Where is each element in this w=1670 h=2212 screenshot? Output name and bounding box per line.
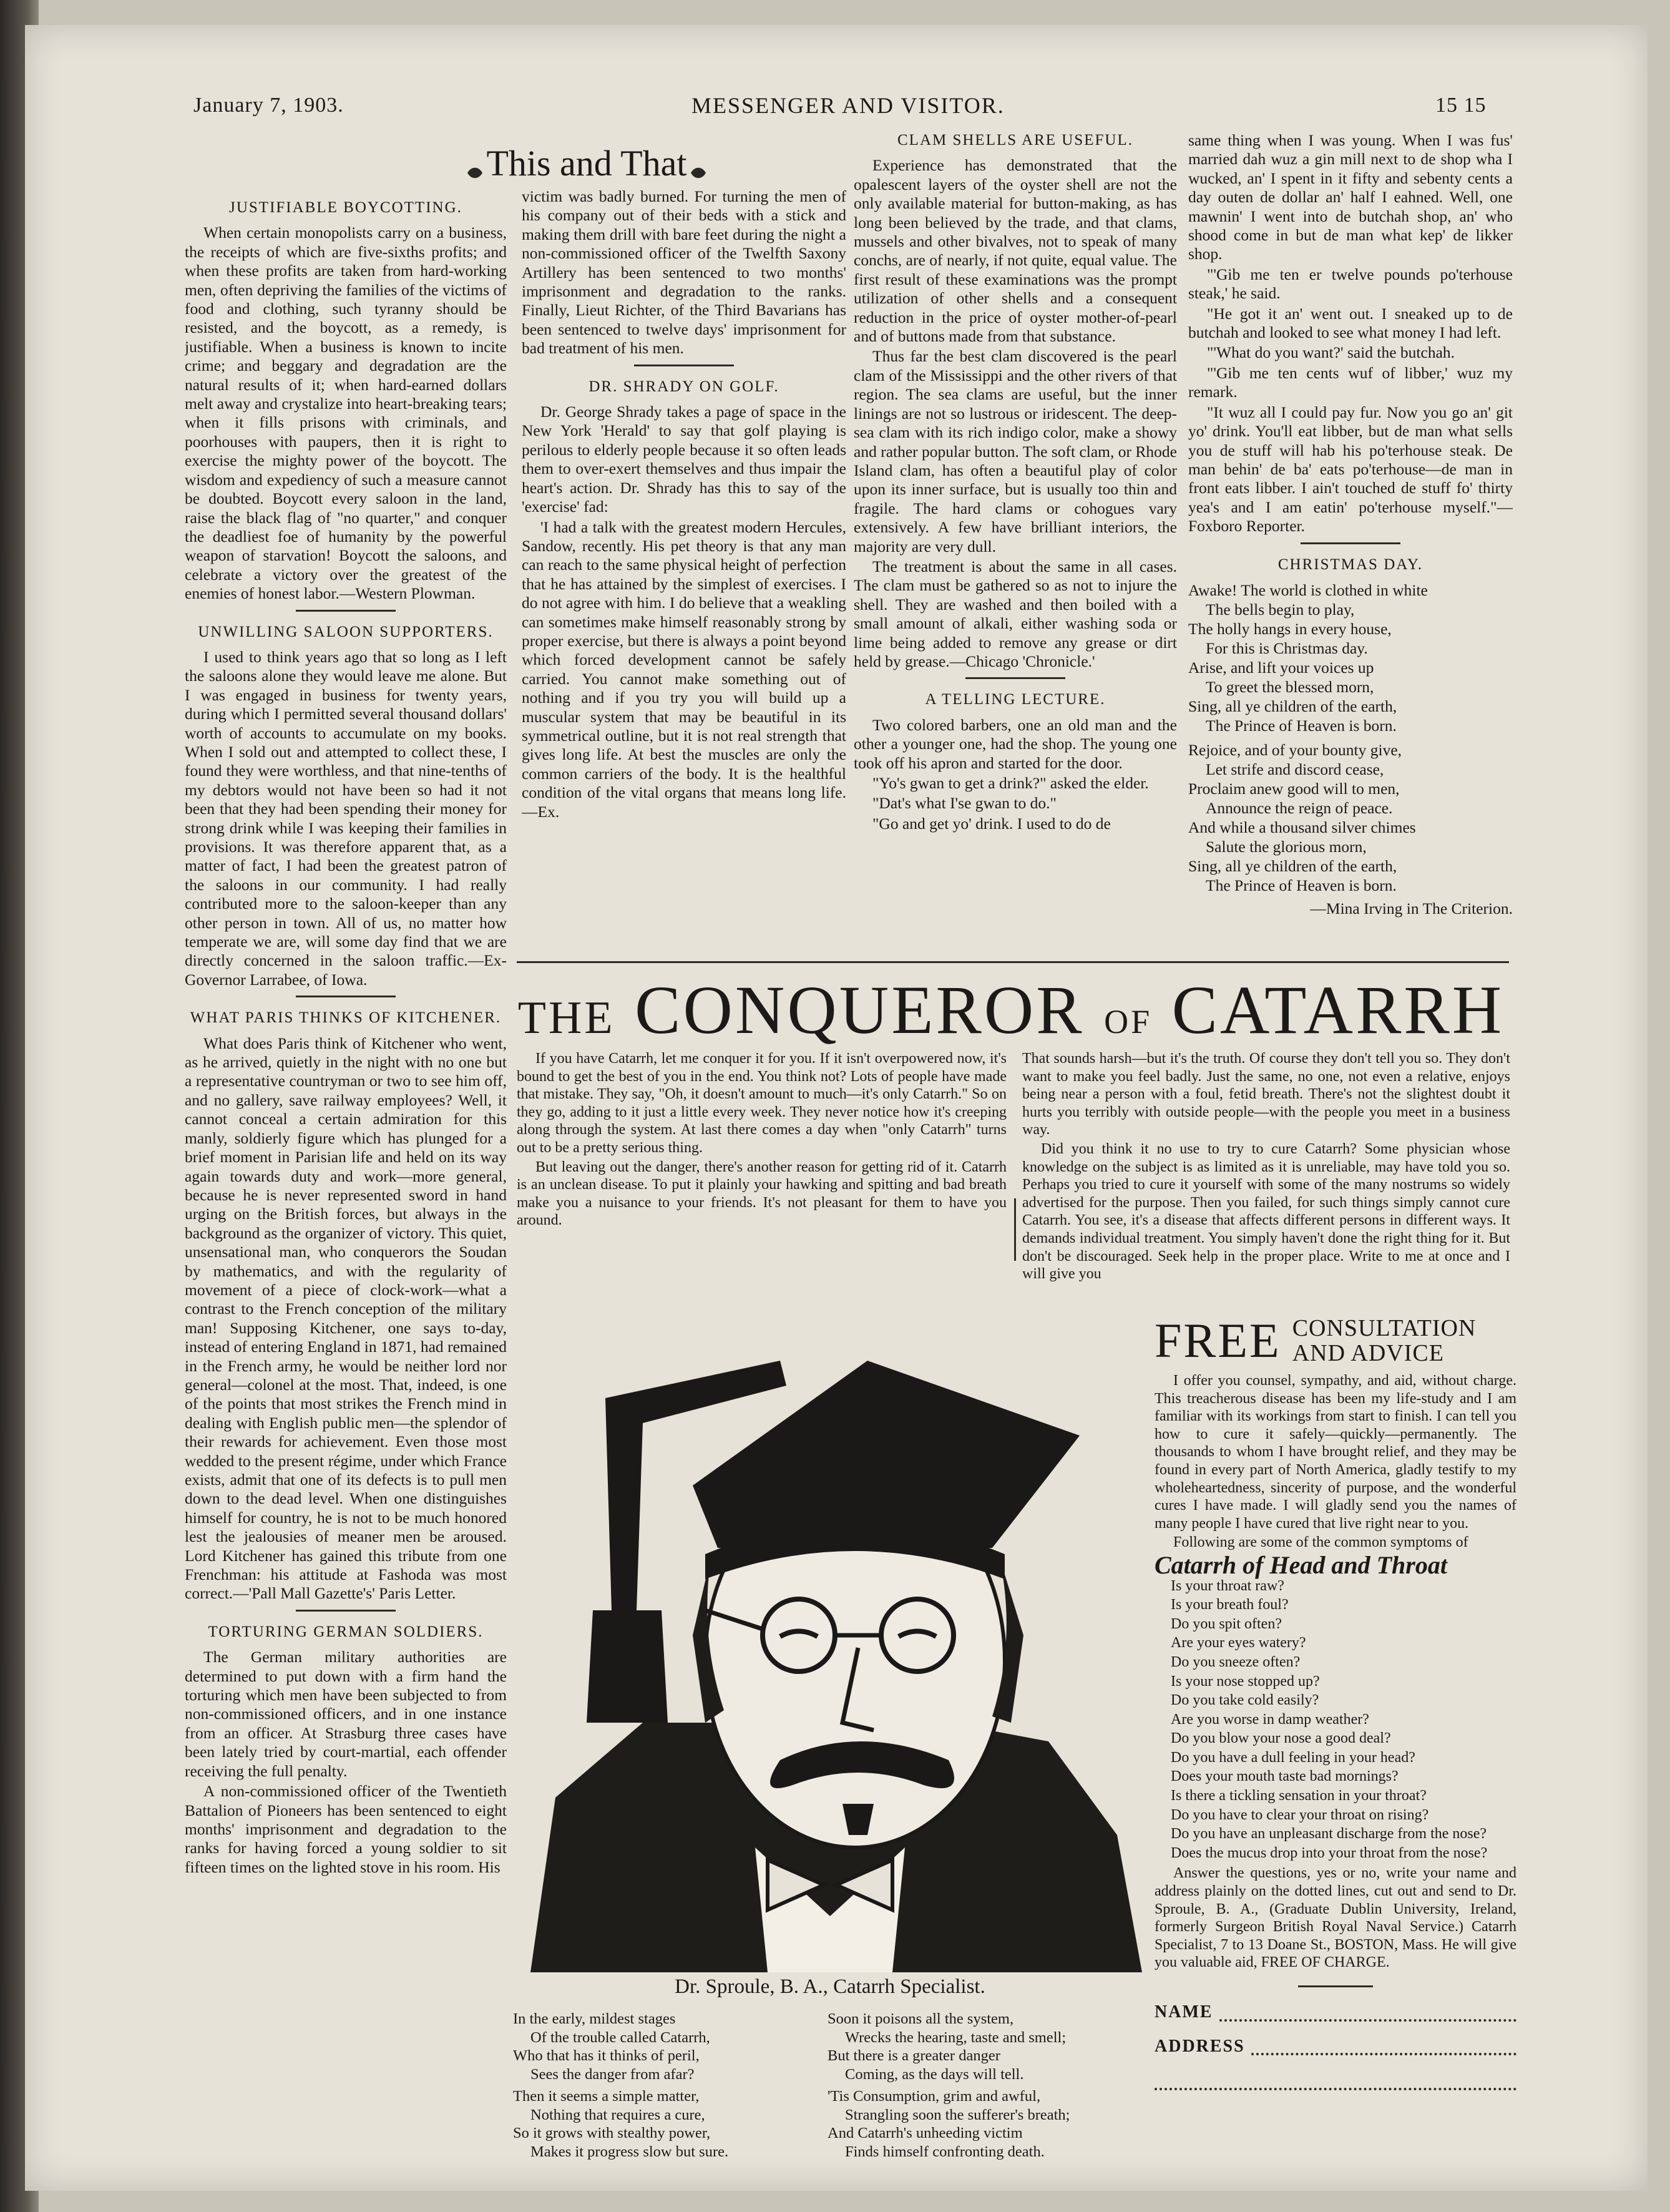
- poem-line: Coming, as the days will tell.: [845, 2065, 1024, 2083]
- poem-line: So it grows with stealthy power,: [513, 2125, 711, 2141]
- section-title-block: [312, 142, 861, 184]
- symptom-item: Do you have a dull feeling in your head?: [1171, 1749, 1415, 1766]
- poem-line: Salute the glorious morn,: [1206, 837, 1367, 856]
- poem-line: Sees the danger from afar?: [530, 2065, 695, 2083]
- poem-line: To greet the blessed morn,: [1206, 677, 1374, 696]
- consultation-label: [1292, 1316, 1477, 1366]
- symptom-item: Are you worse in damp weather?: [1171, 1711, 1369, 1728]
- address-label: ADDRESS: [1155, 2036, 1245, 2056]
- poem-heading: CHRISTMAS DAY.: [1277, 555, 1423, 573]
- column-3: [854, 131, 1177, 955]
- poem-line: The holly hangs in every house,: [1188, 619, 1392, 638]
- poem-line: Awake! The world is clothed in white: [1188, 580, 1428, 599]
- article-body: "'Gib me ten er twelve pounds po'terhouse steak,' he said.: [1188, 265, 1513, 303]
- symptom-item: Does the mucus drop into your throat from the nose?: [1171, 1844, 1488, 1861]
- poem-line: For this is Christmas day.: [1206, 639, 1368, 657]
- symptoms-heading: Catarrh of Head and Throat: [1155, 1550, 1447, 1579]
- ad-top-rule: [517, 961, 1509, 963]
- poem-line: Strangling soon the sufferer's breath;: [845, 2106, 1070, 2123]
- consultation-line-1: CONSULTATION: [1292, 1315, 1477, 1341]
- poem-line: And Catarrh's unheeding victim: [828, 2125, 1023, 2141]
- issue-date: January 7, 1903.: [193, 94, 344, 117]
- article-body: A non-commissioned officer of the Twentieth Battalion of Pioneers has been sentenced to eight months' imprisonment and degradation to the ranks for having forced a young soldier to sit fifteen times on the lighted stove in his room. His: [185, 1782, 507, 1876]
- article-body: What does Paris think of Kitchener who went, as he arrived, quietly in the night with no one but a representative countryman or two to see him off, and no gallery, save railway employees? Well, it cannot conceal a certain admiration for this manly, soldierly figure which has plunged for a brief moment in Parisian life and held on its way again towards duty and work—more general, because he is never represented sword in hand urging on the British forces, but always in the background as the organizer of victory. This quiet, unsensational man, who conquerors the Soudan by mathematics, and with the regularity of movement of a piece of clock-work—what a contrast to the French conception of the military man! Supposing Kitchener, one says to-day, instead of entering England in 1871, had remained in the French army, he would be neither lord nor general—colonel at the most. That, indeed, is one of the points that most strikes the French mind in dealing with English public men—the splendor of their rewards for achievement. Even those most wedded to the present régime, under which France exists, admit that one of its defects is to pull men down to the dead level. When one distinguishes himself for country, he is not to be much honored lest the jealousies of meaner men be aroused. Lord Kitchener has gained this tribute from one Frenchman: his attitude at Fashoda was most correct.—'Pall Mall Gazette's' Paris Letter.: [185, 1034, 507, 1603]
- ad-offer-text: I offer you counsel, sympathy, and aid, without charge. This treacherous disease has been my life-study and I am familiar with its workings from start to finish. I can tell you how to cure it safely—quickly—permanently. The thousands to whom I have brought relief, and they may be found in every part of North America, gladly testify to my wholeheartedness, sincerity of purpose, and the wonderful cures I have made. I will gladly send you the names of many people I have cured that live right near to you.: [1155, 1373, 1516, 1532]
- poem-line: Let strife and discord cease,: [1206, 760, 1384, 778]
- address-field[interactable]: [1251, 2039, 1516, 2055]
- divider: [296, 610, 396, 612]
- page-number: 15 15: [1435, 94, 1487, 117]
- ad-poem-right: [828, 2010, 1140, 2161]
- poem-line: The Prince of Heaven is born.: [1206, 876, 1397, 894]
- poem-line: And while a thousand silver chimes: [1188, 818, 1416, 836]
- article-heading: TORTURING GERMAN SOLDIERS.: [208, 1623, 484, 1640]
- poem-line: Nothing that requires a cure,: [530, 2106, 705, 2123]
- symptom-item: Do you spit often?: [1171, 1615, 1282, 1632]
- article-body: 'I had a talk with the greatest modern Hercules, Sandow, recently. His pet theory is that any man can reach to the same physical height of perfection that he has attained by the simplest of exercises. I do not agree with him. I do believe that a weakling can sometimes make himself reasonably strong by proper exercise, but there is always a point beyond which forced development cannot be safely carried. You cannot make something out of nothing and if you try you will build up a muscular system that may be beautiful in its symmetrical outline, but it is not real strength that gives long life. At best the muscles are only the common carriers of the body. It is the healthful condition of the vital organs that means long life.—Ex.: [522, 517, 846, 821]
- symptom-item: Is your throat raw?: [1171, 1577, 1284, 1594]
- divider: [296, 1610, 396, 1612]
- poem-line: Sing, all ye children of the earth,: [1188, 697, 1397, 715]
- article-body: "Dat's what I'se gwan to do.": [872, 794, 1057, 813]
- symptoms-list: [1155, 1577, 1516, 1862]
- poem-line: Finds himself confronting death.: [845, 2143, 1045, 2160]
- poem-line: Makes it progress slow but sure.: [530, 2143, 729, 2160]
- article-body: "'What do you want?' said the butchah.: [1207, 343, 1455, 362]
- free-consultation-heading: [1155, 1313, 1516, 1368]
- poem-line: But there is a greater danger: [828, 2047, 1000, 2064]
- christmas-poem: [1188, 580, 1513, 918]
- divider: [296, 996, 396, 997]
- column-4: [1188, 131, 1513, 955]
- ad-banner-title: [512, 971, 1510, 1050]
- divider: [1301, 542, 1400, 544]
- article-body: When certain monopolists carry on a business, the receipts of which are five-sixths profits; and when these profits are taken from hard-working men, often depriving the families of the victims of food and clothing, such tyranny should be resisted, and the boycott, as a remedy, is justifiable. When a business is known to incite crime; and beggary and degradation are the natural results of it; when hard-earned dollars melt away and crystalize into heart-breaking tears; when it fills prisons with criminals, and poorhouses with paupers, then it is right to exercise the mighty power of the boycott. The wisdom and expediency of such a measure cannot be doubted. Boycott every saloon in the land, raise the black flag of "no quarter," and conquer the deadliest foe of humanity by the powerful weapon of starvation! Boycott the saloons, and celebrate a victory over the greatest of the enemies of honest labor.—Western Plowman.: [185, 223, 507, 603]
- newspaper-name: MESSENGER AND VISITOR.: [691, 93, 1005, 118]
- divider: [634, 365, 734, 366]
- article-body: I used to think years ago that so long as I left the saloons alone they would leave me alone. But I was engaged in business for twenty years, during which I permitted several thousand dollars' worth of accounts to accumulate on my books. When I sold out and attempted to collect these, I found they were worthless, and that nine-tenths of my debtors would not have been so had it not been that they had been spending their money for strong drink while I was keeping their families in provisions. It was therefore apparent that, as a matter of fact, I had been the greatest patron of the saloons in our community. I had really contributed more to the saloon-keeper than any other person in town. All of us, no matter how temperate we are, will some day find that we are directly concerned in the saloon traffic.—Ex-Governor Larrabee, of Iowa.: [185, 647, 507, 989]
- article-body: "It wuz all I could pay fur. Now you go an' git yo' drink. You'll eat libber, but de man what sells you de stuff will hab his po'terhouse steak. De man behin' de ba' eats po'terhouse—de man in front eats libber. I ain't touched de stuff fo' thirty yea's and I am eatin' po'terhouse myself."—Foxboro Reporter.: [1188, 403, 1513, 536]
- article-continuation: same thing when I was young. When I was fus' married dah wuz a gin mill next to de shop wha I wucked, an' I spent in it fifty and sebenty cents a day outen de dollar an' half I eahned. Well, one mawnin' I went into de butchah shop, an' who shood come in but de man what kep' de likker shop.: [1188, 131, 1513, 263]
- poem-line: 'Tis Consumption, grim and awful,: [828, 2088, 1041, 2105]
- ad-paragraph: But leaving out the danger, there's another reason for getting rid of it. Catarrh is an unclean disease. To put it plainly your hawking and spitting and bad breath make you a nuisance to your friends. It's not pleasant for them to have you around.: [517, 1158, 1007, 1229]
- article-body: "Go and get yo' drink. I used to do de: [872, 814, 1111, 833]
- ad-following-text: Following are some of the common symptoms of: [1173, 1534, 1468, 1551]
- article-heading: UNWILLING SALOON SUPPORTERS.: [198, 623, 494, 640]
- address-form-row: [1155, 2038, 1516, 2056]
- column-2: [522, 187, 846, 955]
- poem-line: Announce the reign of peace.: [1206, 798, 1393, 817]
- ad-right-column: [1155, 1313, 1516, 2090]
- poem-line: Sing, all ye children of the earth,: [1188, 856, 1397, 875]
- name-field[interactable]: [1219, 2005, 1516, 2022]
- article-body: "He got it an' went out. I sneaked up to de butchah and looked to see what money I had left.: [1188, 304, 1513, 342]
- symptom-item: Is your breath foul?: [1171, 1597, 1289, 1613]
- poem-line: The Prince of Heaven is born.: [1206, 716, 1397, 735]
- article-body: "Yo's gwan to get a drink?" asked the elder.: [872, 774, 1149, 792]
- poem-line: Soon it poisons all the system,: [828, 2010, 1014, 2027]
- symptom-item: Is there a tickling sensation in your throat?: [1171, 1788, 1427, 1804]
- address-field-line-2[interactable]: [1155, 2074, 1516, 2090]
- poem-line: Then it seems a simple matter,: [513, 2088, 700, 2105]
- article-body: Thus far the best clam discovered is the pearl clam of the Mississippi and the other rivers of that region. The sea clams are useful, but the inner linings are not so lustrous or iridescent. The deep-sea clam with its rich indigo color, make a showy and rather popular button. The soft clam, or Rhode Island clam, has often a beautiful play of color upon its inner surface, but is usually too thin and fragile. The hard clams or cohogues vary extensively. A few have brilliant interiors, the majority are very dull.: [854, 347, 1177, 555]
- article-continuation: victim was badly burned. For turning the men of his company out of their beds with a stick and making them drill with bare feet during the night a non-commissioned officer of the Twelfth Saxony Artillery has been sentenced to two months' imprisonment and degradation to the ranks. Finally, Lieut Richter, of the Third Bavarians has been sentenced to twelve days' imprisonment for bad treatment of his men.: [522, 187, 846, 358]
- ad-title-the: THE: [517, 992, 615, 1044]
- article-body: The treatment is about the same in all cases. The clam must be gathered so as not to injure the shell. They are washed and then boiled with a small amount of alkali, either washing soda or lime being added to remove any grease or dirt held by grease.—Chicago 'Chronicle.': [854, 557, 1177, 670]
- article-heading: JUSTIFIABLE BOYCOTTING.: [229, 199, 462, 216]
- ad-title-main: CONQUEROR: [635, 972, 1085, 1048]
- ad-poem-left: [513, 2010, 775, 2161]
- ad-column-rule: [1014, 1198, 1016, 1261]
- symptom-item: Do you blow your nose a good deal?: [1171, 1730, 1391, 1747]
- poem-line: The bells begin to play,: [1206, 600, 1355, 619]
- article-body: "'Gib me ten cents wuf of libber,' wuz my remark.: [1188, 363, 1513, 401]
- article-heading: DR. SHRADY ON GOLF.: [588, 378, 779, 395]
- article-heading: A TELLING LECTURE.: [925, 691, 1106, 708]
- article-heading: WHAT PARIS THINKS OF KITCHENER.: [190, 1009, 502, 1027]
- ad-intro-left: [517, 1050, 1007, 1231]
- ad-paragraph: Did you think it no use to try to cure Catarrh? Some physician whose knowledge on the subject is as limited as it is unreliable, may have told you so. Perhaps you tried to cure it yourself with some of the many nostrums so widely advertised for the purpose. Then you failed, for such things simply cannot cure Catarrh. You see, it's a disease that affects different persons in different ways. It demands individual treatment. You simply haven't done the right thing for it. But don't be discouraged. Seek help in the proper place. Write to me at once and I will give you: [1022, 1140, 1510, 1283]
- poem-line: Who that has it thinks of peril,: [513, 2047, 700, 2064]
- article-body: Two colored barbers, one an old man and the other a younger one, had the shop. The young one took off his apron and started for the door.: [854, 715, 1177, 772]
- symptom-item: Is your nose stopped up?: [1171, 1673, 1320, 1690]
- article-body: Dr. George Shrady takes a page of space in the New York 'Herald' to say that golf playing is perilous to elderly people because it so often leads them to over-exert themselves and thus impair the heart's action. Dr. Shrady has this to say of the 'exercise' fad:: [522, 403, 846, 516]
- symptom-item: Do you have an unpleasant discharge from the nose?: [1171, 1826, 1487, 1843]
- poem-line: Arise, and lift your voices up: [1188, 658, 1374, 677]
- ad-title-of: OF: [1104, 1003, 1153, 1040]
- symptom-item: Are your eyes watery?: [1171, 1635, 1306, 1652]
- free-label: FREE: [1155, 1313, 1281, 1368]
- poem-credit: —Mina Irving in The Criterion.: [1310, 899, 1513, 918]
- poem-line: Proclaim anew good will to men,: [1188, 779, 1400, 798]
- poem-line: Wrecks the hearing, taste and smell;: [845, 2028, 1067, 2046]
- article-body: The German military authorities are determined to put down with a firm hand the torturing which men have been subjected to from non-commissioned officers, and in one instance from an officer. At Strasburg three cases have been lately tried by court-martial, each offender receiving the full penalty.: [185, 1648, 507, 1780]
- section-title: This and That: [486, 143, 687, 184]
- ad-paragraph: That sounds harsh—but it's the truth. Of course they don't tell you so. They don't want to make you feel badly. Just the same, no one, not even a relative, enjoys being near a person with a foul, fetid breath. There's not the slightest doubt it hurts you terribly with outside people—with the people you meet in a business way.: [1022, 1050, 1510, 1138]
- ad-paragraph: If you have Catarrh, let me conquer it for you. If it isn't overpowered now, it's bound to get the best of you in the end. You think not? Lots of people have made that mistake. They say, "Oh, it doesn't amount to much—it's only Catarrh." So on they go, adding to it just a little every week. They never notice how it's creeping along through the system. At last there comes a day when "only Catarrh" turns out to be a pretty serious thing.: [517, 1050, 1007, 1156]
- symptom-item: Do you sneeze often?: [1171, 1653, 1301, 1670]
- leaf-ornament-icon: [466, 166, 484, 180]
- article-body: Experience has demonstrated that the opalescent layers of the oyster shell are not the only available material for button-making, as has long been believed by the trade, and that clams, mussels and other bivalves, not to speak of many conchs, are of nearly, if not quite, equal value. The first result of these examinations was the prompt utilization of other shells and a consequent reduction in the price of oyster mother-of-pearl and of buttons made from that substance.: [854, 156, 1177, 346]
- portrait-caption: Dr. Sproule, B. A., Catarrh Specialist.: [675, 1975, 985, 1998]
- poem-line: Rejoice, and of your bounty give,: [1188, 740, 1402, 759]
- symptom-item: Do you take cold easily?: [1171, 1692, 1319, 1709]
- column-1: [185, 187, 507, 2203]
- divider: [1298, 1985, 1373, 1987]
- symptom-item: Do you have to clear your throat on rising?: [1171, 1806, 1429, 1823]
- ad-title-last: CATARRH: [1171, 972, 1505, 1048]
- ad-instructions: Answer the questions, yes or no, write your name and address plainly on the dotted lines, cut out and send to Dr. Sproule, B. A., (Graduate Dublin University, Ireland, formerly Surgeon British Royal Naval Service.) Catarrh Specialist, 7 to 13 Doane St., BOSTON, Mass. He will give you valuable aid, FREE OF CHARGE.: [1155, 1865, 1516, 1971]
- name-label: NAME: [1155, 2002, 1213, 2022]
- consultation-line-2: AND ADVICE: [1292, 1340, 1444, 1366]
- leaf-ornament-icon: [690, 166, 707, 180]
- ad-intro-right: [1022, 1050, 1510, 1285]
- poem-line: Of the trouble called Catarrh,: [530, 2028, 710, 2046]
- poem-line: In the early, mildest stages: [513, 2010, 676, 2027]
- divider: [965, 677, 1065, 679]
- article-heading: CLAM SHELLS ARE USEFUL.: [897, 132, 1133, 149]
- name-form-row: [1155, 2004, 1516, 2022]
- doctor-portrait-illustration: [518, 1286, 1142, 1972]
- symptom-item: Does your mouth taste bad mornings?: [1171, 1768, 1399, 1785]
